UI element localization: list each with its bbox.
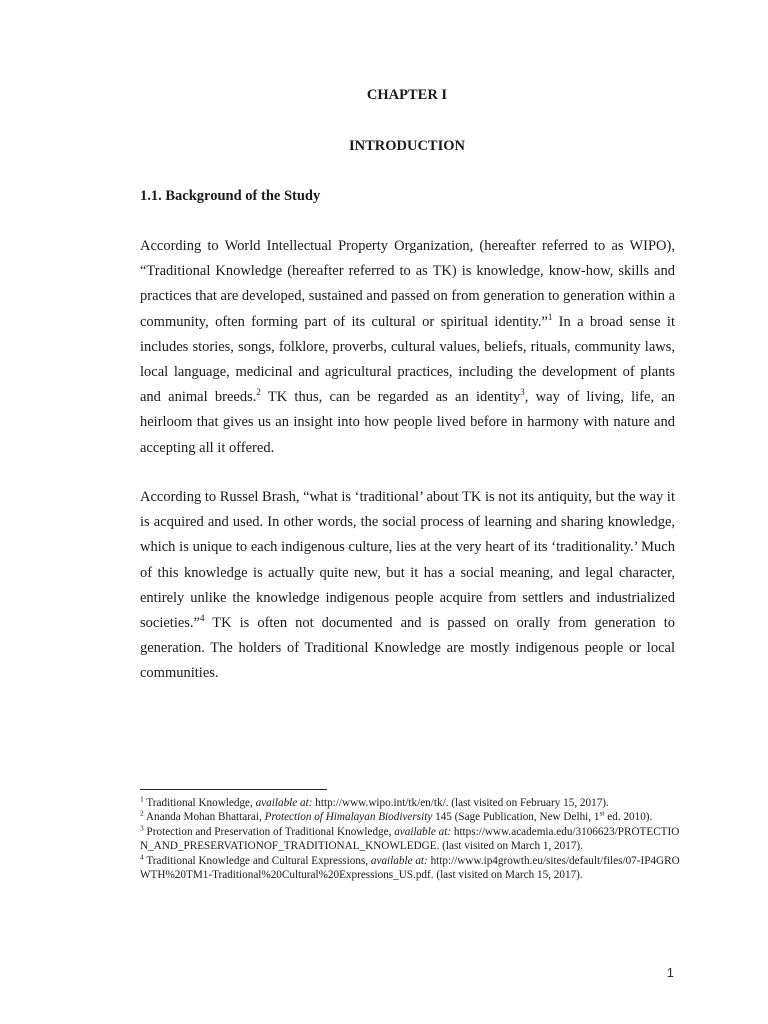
footnote-text: 145 (Sage Publication, New Delhi, 1 (432, 811, 600, 824)
paragraph-russel-brash (140, 485, 675, 687)
footnote-italic: available at: (255, 797, 313, 809)
footnote-text: Traditional Knowledge and Cultural Expressions, (143, 854, 371, 867)
page-number: 1 (666, 965, 674, 980)
footnote-text: ed. 2010). (604, 811, 653, 824)
footnote-number: 3 (140, 823, 144, 833)
footnote-text: Traditional Knowledge, (143, 797, 256, 809)
section-heading: 1.1. Background of the Study (140, 188, 321, 204)
ordinal-suffix: st (599, 808, 605, 818)
footnote-italic: available at: (370, 854, 428, 867)
footnote-4 (140, 851, 680, 883)
footnote-number: 1 (140, 794, 144, 804)
footnote-3 (140, 825, 680, 854)
footnote-link[interactable]: http://www.ip4growth.eu/sites/default/files/07-IP4GROWTH%20TM1-Traditional%20Cultural%20Expressions_US.pdf. (last visited on March 15, 2017). (140, 854, 680, 882)
footnote-italic: Protection of Himalayan Biodiversity (264, 811, 433, 824)
chapter-title: INTRODUCTION (348, 138, 465, 154)
paragraph-text: TK thus, can be regarded as an identity (260, 389, 521, 406)
footnotes (140, 796, 680, 882)
footnote-2 (140, 810, 680, 824)
paragraph-wipo-definition (140, 234, 675, 461)
footnote-ref-2[interactable]: 2 (256, 387, 261, 398)
footnote-text: Protection and Preservation of Traditional Knowledge, (143, 825, 395, 838)
paragraph-text: TK is often not documented and is passed on orally from generation to generation. The holders of Traditional Knowledge are mostly indigenous people or local communities. (140, 615, 675, 682)
paragraph-text: In a broad sense it includes stories, songs, folklore, proverbs, cultural values, beliefs, rituals, community laws, local language, medicinal and agricultural practices, including the development of plants and animal breeds. (140, 313, 675, 406)
chapter-heading: CHAPTER I (366, 87, 448, 103)
footnote-italic: available at: (394, 825, 452, 838)
footnote-ref-3[interactable]: 3 (520, 387, 525, 398)
footnote-ref-4[interactable]: 4 (200, 613, 205, 624)
footnote-text: Ananda Mohan Bhattarai, (143, 811, 265, 824)
footnote-link[interactable]: https://www.academia.edu/3106623/PROTECTION_AND_PRESERVATIONOF_TRADITIONAL_KNOWLEDGE. (last visited on March 1, 2017). (140, 825, 680, 853)
paragraph-text: , way of living, life, an heirloom that gives us an insight into how people lived before in harmony with nature and accepting all it offered. (140, 389, 675, 456)
footnote-number: 2 (140, 808, 144, 818)
paragraph-text: According to World Intellectual Property Organization, (hereafter referred to as WIPO), “Traditional Knowledge (hereafter referred to as TK) is knowledge, know-how, skills and practices that are developed, sustained and passed on from generation to generation within a community, often forming part of its cultural or spiritual identity.” (140, 238, 675, 330)
footnote-number: 4 (140, 851, 144, 861)
paragraph-text: According to Russel Brash, “what is ‘traditional’ about TK is not its antiquity, but the way it is acquired and used. In other words, the social process of learning and sharing knowledge, which is unique to each indigenous culture, lies at the very heart of its ‘traditionality.’ Much of this knowledge is actually quite new, but it has a social meaning, and legal character, entirely unlike the knowledge indigenous people acquire from settlers and industrialized societies.” (140, 489, 675, 632)
footnote-ref-1[interactable]: 1 (547, 311, 553, 322)
footnote-separator (140, 789, 327, 790)
footnote-link[interactable]: http://www.wipo.int/tk/en/tk/. (last visited on February 15, 2017). (312, 797, 609, 809)
